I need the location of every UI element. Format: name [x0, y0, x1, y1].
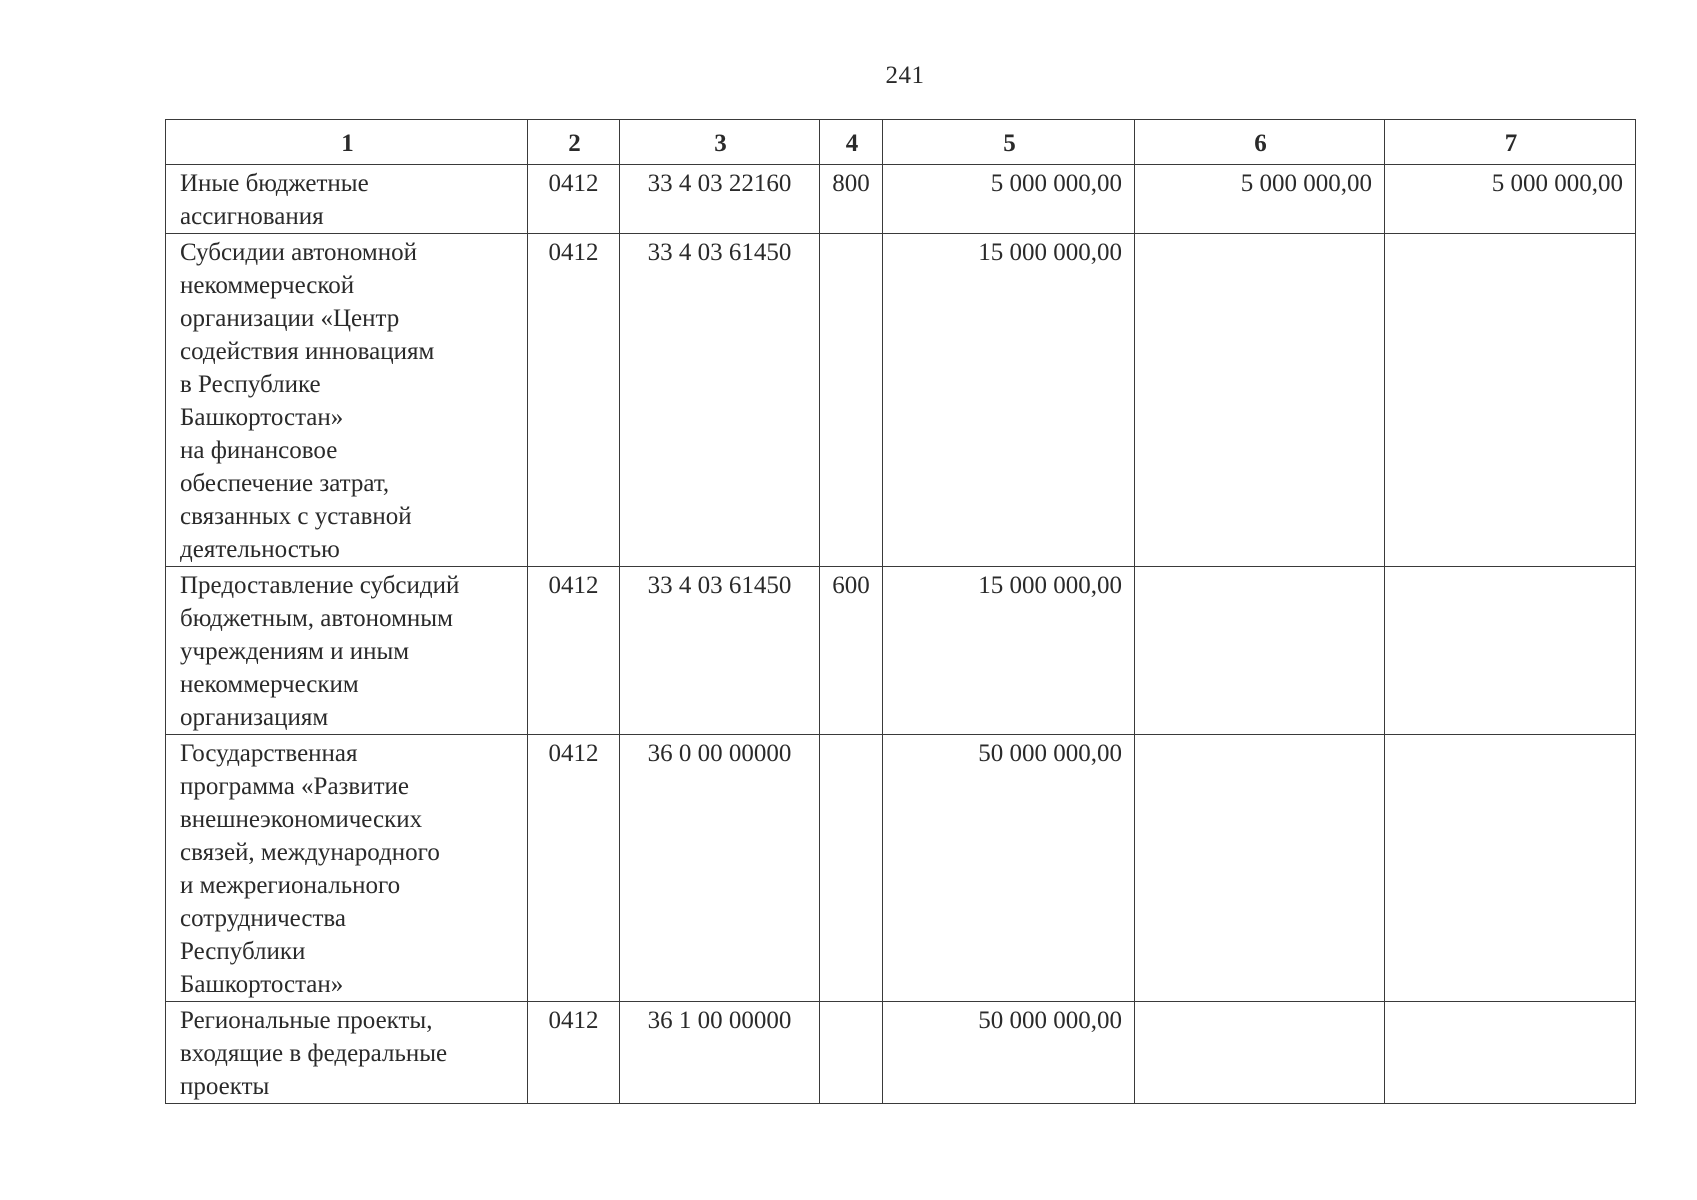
table-row — [166, 234, 1636, 567]
page-number: 241 — [885, 62, 925, 89]
section-code-cell: 0412 — [528, 165, 620, 234]
target-code-cell: 33 4 03 22160 — [620, 165, 820, 234]
column-header: 5 — [883, 120, 1135, 165]
table-row — [166, 1002, 1636, 1104]
table-row — [166, 165, 1636, 234]
expense-type-cell — [820, 735, 883, 1002]
section-code-cell: 0412 — [528, 567, 620, 735]
expense-type-cell: 800 — [820, 165, 883, 234]
column-header: 1 — [166, 120, 528, 165]
target-code-cell: 33 4 03 61450 — [620, 567, 820, 735]
target-code-cell: 36 1 00 00000 — [620, 1002, 820, 1104]
column-header: 6 — [1135, 120, 1385, 165]
row-name-cell: Региональные проекты, входящие в федеральные проекты — [166, 1002, 528, 1104]
row-name-cell: Иные бюджетные ассигнования — [166, 165, 528, 234]
amount-cell — [1135, 1002, 1385, 1104]
amount-cell — [1135, 234, 1385, 567]
section-code-cell: 0412 — [528, 1002, 620, 1104]
budget-table — [165, 119, 1636, 1104]
column-header: 2 — [528, 120, 620, 165]
amount-cell: 5 000 000,00 — [1385, 165, 1636, 234]
column-header: 7 — [1385, 120, 1636, 165]
amount-cell — [1385, 735, 1636, 1002]
amount-cell — [1385, 1002, 1636, 1104]
amount-cell: 15 000 000,00 — [883, 234, 1135, 567]
amount-cell: 50 000 000,00 — [883, 1002, 1135, 1104]
expense-type-cell — [820, 1002, 883, 1104]
amount-cell: 50 000 000,00 — [883, 735, 1135, 1002]
section-code-cell: 0412 — [528, 234, 620, 567]
column-header: 3 — [620, 120, 820, 165]
row-name-cell: Государственная программа «Развитие внешнеэкономических связей, международного и межрегионального сотрудничества Республики Башкортостан» — [166, 735, 528, 1002]
row-name-cell: Субсидии автономной некоммерческой организации «Центр содействия инновациям в Республике Башкортостан» на финансовое обеспечение затрат, связанных с уставной деятельностью — [166, 234, 528, 567]
expense-type-cell — [820, 234, 883, 567]
column-header: 4 — [820, 120, 883, 165]
section-code-cell: 0412 — [528, 735, 620, 1002]
table-row — [166, 735, 1636, 1002]
amount-cell: 15 000 000,00 — [883, 567, 1135, 735]
header-row — [166, 120, 1636, 165]
amount-cell: 5 000 000,00 — [1135, 165, 1385, 234]
expense-type-cell: 600 — [820, 567, 883, 735]
row-name-cell: Предоставление субсидий бюджетным, автономным учреждениям и иным некоммерческим организациям — [166, 567, 528, 735]
target-code-cell: 36 0 00 00000 — [620, 735, 820, 1002]
table-row — [166, 567, 1636, 735]
amount-cell — [1385, 567, 1636, 735]
target-code-cell: 33 4 03 61450 — [620, 234, 820, 567]
amount-cell — [1135, 567, 1385, 735]
amount-cell — [1385, 234, 1636, 567]
amount-cell: 5 000 000,00 — [883, 165, 1135, 234]
amount-cell — [1135, 735, 1385, 1002]
